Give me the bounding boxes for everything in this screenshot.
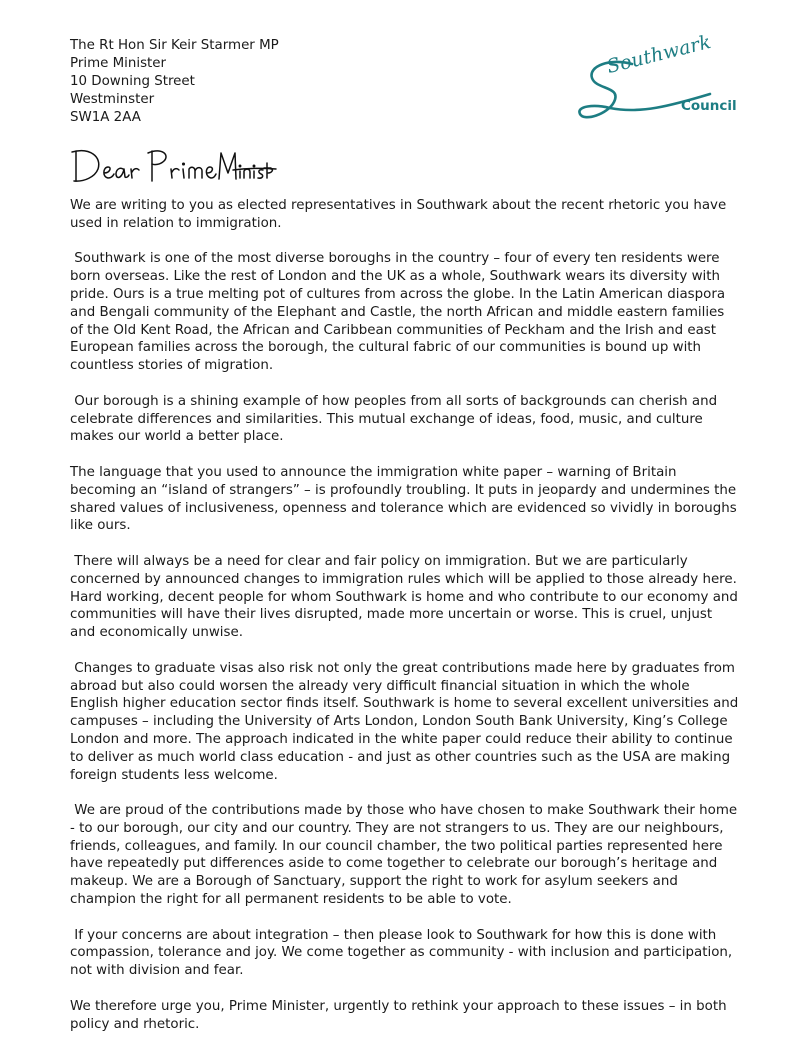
paragraph-3: Our borough is a shining example of how peoples from all sorts of backgrounds can cherish and celebrate differences and similarities. This mutual exchange of ideas, food, music, and culture makes our world a better place. xyxy=(70,393,722,445)
southwark-council-logo xyxy=(570,30,740,132)
salutation-handwriting-icon xyxy=(68,143,278,189)
logo-subtitle: Council xyxy=(681,98,737,114)
paragraph-5: There will always be a need for clear and fair policy on immigration. But we are particularly concerned by announced changes to immigration rules which will be applied to those already here. Hard working, decent people for whom Southwark is home and who contribute to our economy and communities will have their lives disrupted, made more uncertain or worse. This is cruel, unjust and economically unwise. xyxy=(70,553,743,641)
logo-wordmark: Southwark xyxy=(604,30,714,78)
address-line-area: Westminster xyxy=(70,92,155,107)
address-line-title: Prime Minister xyxy=(70,56,167,71)
paragraph-7: We are proud of the contributions made by those who have chosen to make Southwark their home - to our borough, our city and our country. They are not strangers to us. They are our neighbours, friends, colleagues, and family. In our council chamber, the two political parties represented here have repeatedly put differences aside to come together to celebrate our borough’s heritage and makeup. We are a Borough of Sanctuary, support the right to work for asylum seekers and champion the right for all permanent residents to be able to vote. xyxy=(70,803,742,908)
address-line-name: The Rt Hon Sir Keir Starmer MP xyxy=(70,38,279,53)
paragraph-9: We therefore urge you, Prime Minister, urgently to rethink your approach to these issues – in both policy and rhetoric. xyxy=(70,998,731,1032)
paragraph-6: Changes to graduate visas also risk not only the great contributions made here by graduates from abroad but also could worsen the already very difficult financial situation in which the whole English higher education sector finds itself. Southwark is home to several excellent universities and campuses – including the University of Arts London, London South Bank University, King’s College London and more. The approach indicated in the white paper could reduce their ability to continue to deliver as much world class education - and just as other countries such as the USA are making foreign students less welcome. xyxy=(70,660,743,783)
paragraph-1: We are writing to you as elected representatives in Southwark about the recent rhetoric you have used in relation to immigration. xyxy=(70,198,731,231)
salutation-handwritten xyxy=(68,143,278,189)
paragraph-2: Southwark is one of the most diverse boroughs in the country – four of every ten residents were born overseas. Like the rest of London and the UK as a whole, Southwark wears its diversity with pride. Ours is a true melting pot of cultures from across the globe. In the Latin American diaspora and Bengali community of the Elephant and Castle, the north African and middle eastern families of the Old Kent Road, the African and Caribbean communities of Peckham and the Irish and east European families across the borough, the cultural fabric of our communities is bound up with countless stories of migration. xyxy=(70,251,730,374)
recipient-address xyxy=(70,37,279,127)
paragraph-4: The language that you used to announce the immigration white paper – warning of Britain becoming an “island of strangers” – is profoundly troubling. It puts in jeopardy and undermines the shared values of inclusiveness, openness and tolerance which are evidenced so vividly in boroughs like ours. xyxy=(70,464,741,534)
paragraph-8: If your concerns are about integration – then please look to Southwark for how this is done with compassion, tolerance and joy. We come together as community - with inclusion and participation, not with division and fear. xyxy=(70,927,737,979)
address-line-postcode: SW1A 2AA xyxy=(70,110,141,125)
letter-body xyxy=(70,197,743,1051)
address-line-street: 10 Downing Street xyxy=(70,74,195,89)
